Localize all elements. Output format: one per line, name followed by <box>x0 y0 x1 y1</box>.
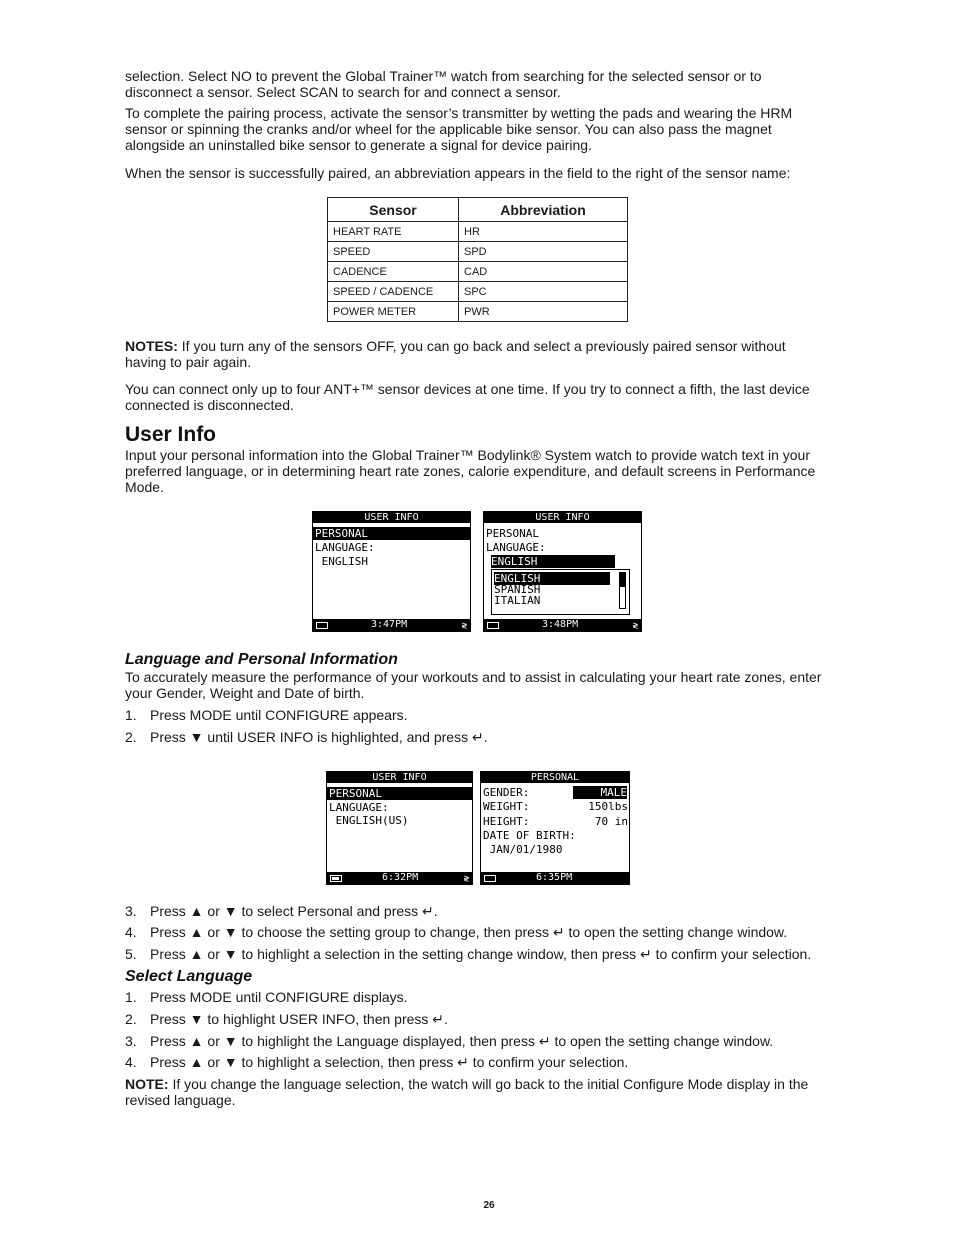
gender-label: GENDER: <box>483 786 530 799</box>
screen-header: USER INFO <box>313 512 470 523</box>
notes-text: If you turn any of the sensors OFF, you can go back and select a previously paired sensor without having to pair again. <box>125 338 786 370</box>
sensor-abbreviation-table <box>327 197 628 322</box>
language-personal-heading: Language and Personal Information <box>125 651 398 668</box>
table-cell: SPC <box>459 282 628 302</box>
notes-paragraph <box>125 338 830 370</box>
weight-value: 150lbs <box>588 800 628 813</box>
intro-paragraph-3: When the sensor is successfully paired, an abbreviation appears in the field to the right of the sensor name: <box>125 165 791 181</box>
language-option: SPANISH <box>494 583 541 596</box>
screen-footer <box>313 619 470 631</box>
step-number: 3. <box>125 903 137 919</box>
note-text: If you change the language selection, the watch will go back to the initial Configure Mode display in the revised language. <box>125 1076 809 1108</box>
screen-footer <box>481 872 629 884</box>
list-item <box>125 1033 830 1049</box>
table-cell: HR <box>459 222 628 242</box>
screen-line-personal: PERSONAL <box>313 527 470 540</box>
list-item <box>125 989 830 1005</box>
screen-footer <box>327 872 472 884</box>
step-text: Press ▲ or ▼ to highlight a selection in the setting change window, then press ↵ to confirm your selection. <box>150 946 812 962</box>
step-text: Press ▲ or ▼ to highlight the Language displayed, then press ↵ to open the setting change window. <box>150 1033 774 1049</box>
step-number: 2. <box>125 729 137 745</box>
language-option: ENGLISH <box>494 572 610 585</box>
dob-label: DATE OF BIRTH: <box>483 829 576 842</box>
manual-page <box>125 68 830 1108</box>
intro-paragraph-2: To complete the pairing process, activate the sensor’s transmitter by wetting the pads and wearing the HRM sensor or spinning the cranks and/or wheel for the applicable bike sensor. You can also pass the magnet alongside an uninstalled bike sensor to generate a signal for device pairing. <box>125 105 793 153</box>
screen-line-personal: PERSONAL <box>486 527 539 540</box>
list-item <box>125 946 830 962</box>
screen-header: USER INFO <box>484 512 641 523</box>
table-row <box>328 262 628 282</box>
watch-screens-row-1 <box>125 511 830 631</box>
step-number: 1. <box>125 707 137 723</box>
screen-line-language: LANGUAGE: <box>486 541 546 554</box>
screen-header: PERSONAL <box>481 772 629 783</box>
table-row <box>328 282 628 302</box>
table-cell: SPD <box>459 242 628 262</box>
step-number: 1. <box>125 989 137 1005</box>
table-row <box>328 242 628 262</box>
battery-icon <box>316 622 328 629</box>
table-header-row <box>328 198 628 222</box>
screen-clock: 3:48PM <box>542 619 579 630</box>
table-cell: POWER METER <box>328 302 459 322</box>
notes-label: NOTES: <box>125 338 178 354</box>
intro-paragraph-1: selection. Select NO to prevent the Global Trainer™ watch from searching for the selected sensor or to disconnect a sensor. Select SCAN to search for and connect a sensor. <box>125 68 762 100</box>
steps-list-c <box>125 989 830 1070</box>
screen-footer <box>484 619 641 631</box>
table-cell: SPEED / CADENCE <box>328 282 459 302</box>
screen-line-language-value: ENGLISH <box>491 555 615 568</box>
signal-icon: ≷ <box>632 621 638 631</box>
watch-screen-personal <box>480 771 630 885</box>
battery-icon <box>484 875 496 882</box>
screen-clock: 6:32PM <box>382 872 419 883</box>
gender-value: MALE <box>573 786 627 799</box>
language-option: ITALIAN <box>494 594 541 607</box>
list-item <box>125 903 830 919</box>
table-cell: PWR <box>459 302 628 322</box>
step-text: Press MODE until CONFIGURE displays. <box>150 989 408 1005</box>
height-label: HEIGHT: <box>483 815 530 828</box>
weight-label: WEIGHT: <box>483 800 530 813</box>
list-item <box>125 1054 830 1070</box>
screen-clock: 6:35PM <box>536 872 573 883</box>
list-item <box>125 707 830 723</box>
step-number: 4. <box>125 924 137 940</box>
language-dropdown <box>491 569 630 615</box>
language-note-paragraph <box>125 1076 830 1108</box>
step-text: Press ▼ to highlight USER INFO, then press ↵. <box>150 1011 448 1027</box>
note-label: NOTE: <box>125 1076 169 1092</box>
table-cell: CADENCE <box>328 262 459 282</box>
table-cell: SPEED <box>328 242 459 262</box>
step-text: Press MODE until CONFIGURE appears. <box>150 707 408 723</box>
screen-line-language: LANGUAGE: <box>315 541 375 554</box>
list-item <box>125 1011 830 1027</box>
language-personal-paragraph: To accurately measure the performance of your workouts and to assist in calculating your heart rate zones, enter your Gender, Weight and Date of birth. <box>125 669 822 701</box>
watch-screen-user-info <box>326 771 473 885</box>
table-header-abbreviation: Abbreviation <box>459 198 628 222</box>
step-text: Press ▲ or ▼ to highlight a selection, then press ↵ to confirm your selection. <box>150 1054 629 1070</box>
screen-header: USER INFO <box>327 772 472 783</box>
step-text: Press ▲ or ▼ to select Personal and press ↵. <box>150 903 438 919</box>
list-item <box>125 729 830 745</box>
watch-screen-user-info <box>312 511 471 632</box>
step-number: 5. <box>125 946 137 962</box>
height-value: 70 in <box>594 815 628 828</box>
step-number: 4. <box>125 1054 137 1070</box>
page-number: 26 <box>483 1200 495 1211</box>
scrollbar-icon <box>619 572 626 609</box>
step-number: 2. <box>125 1011 137 1027</box>
screen-line-language-value: ENGLISH <box>315 555 368 568</box>
table-cell: HEART RATE <box>328 222 459 242</box>
battery-icon <box>330 875 342 882</box>
watch-screen-language-menu <box>483 511 642 632</box>
steps-list-b <box>125 903 830 962</box>
screen-clock: 3:47PM <box>371 619 408 630</box>
screen-line-language: LANGUAGE: <box>329 801 389 814</box>
step-number: 3. <box>125 1033 137 1049</box>
list-item <box>125 924 830 940</box>
table-row <box>328 302 628 322</box>
step-text: Press ▼ until USER INFO is highlighted, and press ↵. <box>150 729 488 745</box>
table-header-sensor: Sensor <box>328 198 459 222</box>
steps-list-a <box>125 707 830 745</box>
signal-icon: ≷ <box>461 621 467 631</box>
notes-paragraph-2: You can connect only up to four ANT+™ sensor devices at one time. If you try to connect a fifth, the last device connected is disconnected. <box>125 381 810 413</box>
battery-icon <box>487 622 499 629</box>
user-info-heading: User Info <box>125 423 217 446</box>
dob-value: JAN/01/1980 <box>483 843 563 856</box>
screen-line-language-value: ENGLISH(US) <box>329 814 409 827</box>
table-cell: CAD <box>459 262 628 282</box>
watch-screens-row-2 <box>125 771 830 884</box>
select-language-heading: Select Language <box>125 968 253 985</box>
table-row <box>328 222 628 242</box>
user-info-paragraph: Input your personal information into the Global Trainer™ Bodylink® System watch to provide watch text in your preferred language, or in determining heart rate zones, calorie expenditure, and default screens in Performance Mode. <box>125 447 816 495</box>
screen-line-personal: PERSONAL <box>327 787 472 800</box>
signal-icon: ≷ <box>463 874 469 884</box>
step-text: Press ▲ or ▼ to choose the setting group to change, then press ↵ to open the setting change window. <box>150 924 788 940</box>
